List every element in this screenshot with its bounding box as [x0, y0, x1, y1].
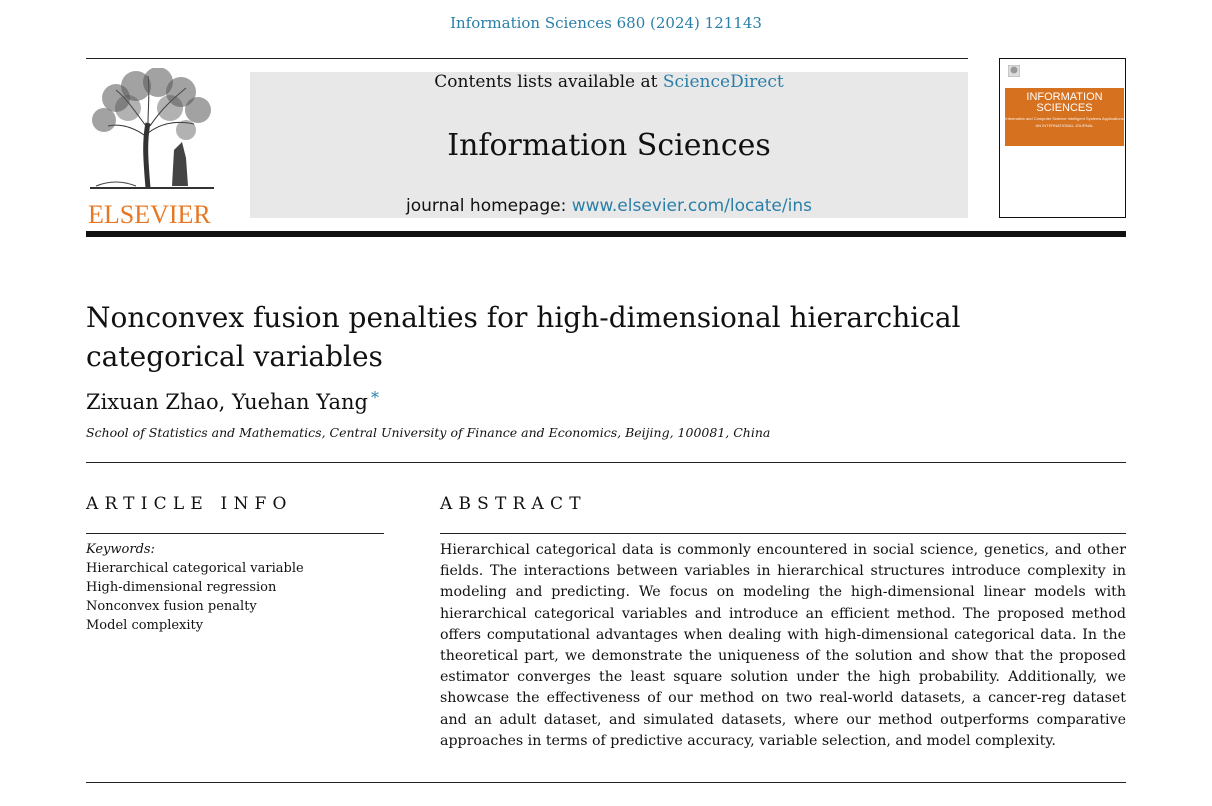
publisher-wordmark: ELSEVIER	[88, 200, 211, 229]
masthead-top-rule	[86, 58, 968, 59]
abstract-text: Hierarchical categorical data is commonly encountered in social science, genetics, and other fields. The interactions between variables in hierarchical structures introduce complexity in modeling and predicting. We focus on modeling the high-dimensional linear models with hierarchical categorical variables and introduce an efficient method. The proposed method offers computational advantages when dealing with high-dimensional categorical data. In the theoretical part, we demonstrate the uniqueness of the solution and show that the proposed estimator converges the least square solution under the high probability. Additionally, we showcase the effectiveness of our method on two real-world datasets, a cancer-reg dataset and an adult dataset, and simulated datasets, where our method outperforms comparative approaches in terms of predictive accuracy, variable selection, and model complexity.	[440, 542, 1126, 749]
elsevier-logo[interactable]	[86, 68, 218, 229]
masthead-bottom-rule	[86, 231, 1126, 237]
keyword-item: Model complexity	[86, 618, 204, 633]
article-info-heading: ARTICLE INFO	[86, 494, 293, 514]
sciencedirect-link[interactable]: ScienceDirect	[662, 72, 784, 92]
keyword-item: Nonconvex fusion penalty	[86, 599, 257, 614]
abstract-bottom-rule	[86, 782, 1126, 783]
cover-subtitle: Informatics and Computer Science Intelligent Systems Applications	[1005, 116, 1124, 121]
author-affiliation: School of Statistics and Mathematics, Central University of Finance and Economics, Beijing, 100081, China	[86, 425, 771, 440]
homepage-line	[250, 196, 968, 216]
author-names: Zixuan Zhao, Yuehan Yang	[86, 390, 368, 414]
abstract-rule	[440, 533, 1126, 534]
journal-citation[interactable]: Information Sciences 680 (2024) 121143	[450, 14, 762, 32]
keywords-block	[86, 540, 386, 635]
abstract-heading: ABSTRACT	[440, 494, 587, 514]
homepage-prefix: journal homepage:	[406, 196, 572, 216]
cover-title: INFORMATION SCIENCES	[1026, 91, 1103, 114]
keywords-label: Keywords:	[86, 542, 155, 557]
contents-prefix: Contents lists available at	[434, 72, 663, 92]
journal-cover-thumbnail[interactable]	[999, 58, 1126, 218]
cover-title-band	[1005, 88, 1124, 146]
corresponding-author-link[interactable]: *	[370, 388, 379, 407]
journal-banner	[250, 72, 968, 218]
cover-tag: AN INTERNATIONAL JOURNAL	[1035, 123, 1094, 128]
journal-masthead	[86, 58, 1126, 229]
contents-line	[250, 72, 968, 92]
journal-homepage-link[interactable]: www.elsevier.com/locate/ins	[571, 196, 812, 216]
tree-logo-icon	[86, 68, 218, 194]
journal-title: Information Sciences	[447, 128, 771, 163]
keyword-item: High-dimensional regression	[86, 580, 277, 595]
article-info-rule	[86, 533, 384, 534]
author-list	[86, 388, 379, 414]
keyword-item: Hierarchical categorical variable	[86, 561, 304, 576]
header-divider	[86, 462, 1126, 463]
cover-publisher-icon	[1008, 65, 1020, 77]
article-title: Nonconvex fusion penalties for high-dimensional hierarchical categorical variables	[86, 301, 961, 373]
